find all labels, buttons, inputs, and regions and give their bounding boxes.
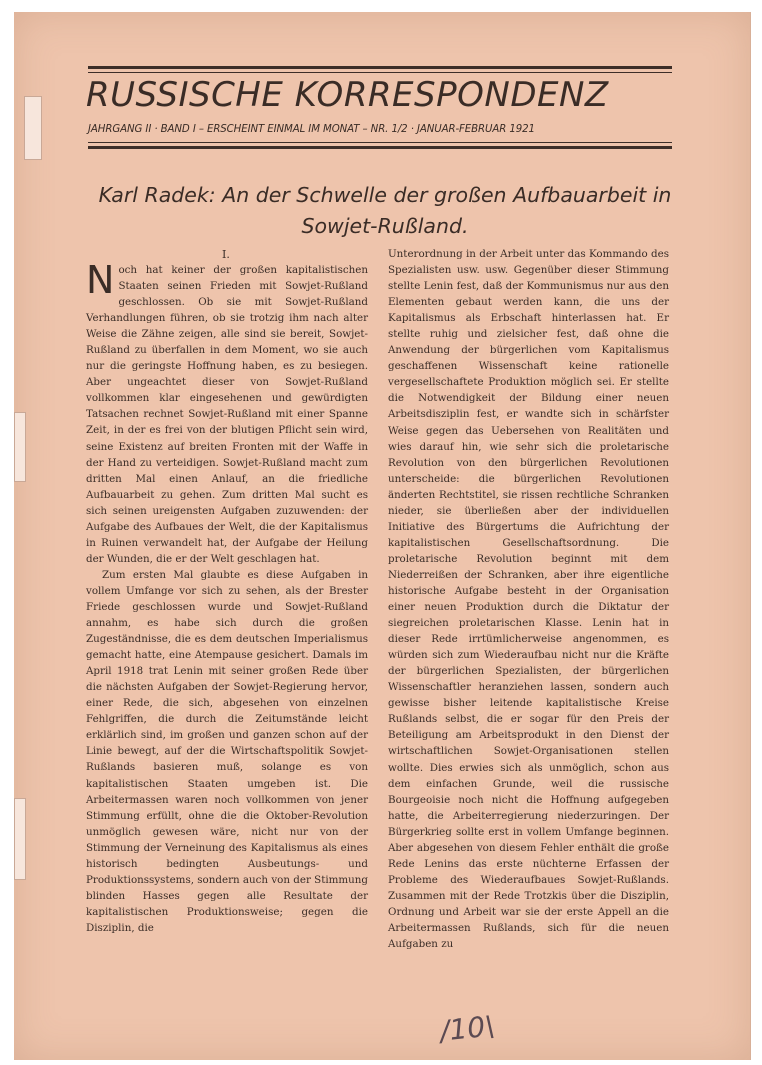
binding-clip: [14, 412, 26, 482]
left-column: [86, 258, 369, 936]
masthead-rule-bottom: [88, 146, 672, 149]
drop-cap: N: [86, 258, 115, 302]
section-number: I.: [222, 248, 230, 261]
paragraph: Zum ersten Mal glaubte es diese Aufgaben in vollem Umfange vor sich zu sehen, als der Brester Friede geschlossen wurde und Sowjet-Rußland annahm, es habe sich durch die großen Zugeständnisse, die es dem deutschen Imperialismus gemacht hatte, eine Atempause gesichert. Damals im April 1918 trat Lenin mit seiner großen Rede über die nächsten Aufgaben der Sowjet-Regierung hervor, einer Rede, die sich, abgesehen von einzelnen Fehlgriffen, die durch die Zeitumstände leicht erklärlich sind, im großen und ganzen schon auf der Linie bewegt, auf der die Wirtschaftspolitik Sowjet-Rußlands basieren muß, solange es von kapitalistischen Staaten umgeben ist. Die Arbeitermassen waren noch vollkommen von jener Stimmung erfüllt, ohne die die Oktober-Revolution unmöglich gewesen wäre, nicht nur von der Stimmung der Verneinung des Kapitalismus als eines historisch bedingten Ausbeutungs- und Produktionssystems, sondern auch von der Stimmung blinden Hasses gegen alle Resultate der kapitalistischen Produktionsweise; gegen die Disziplin, die: [86, 568, 369, 934]
masthead-rule-top-thin: [88, 72, 672, 73]
binding-clip: [14, 798, 26, 880]
masthead-title: RUSSISCHE KORRESPONDENZ: [86, 75, 609, 115]
masthead-rule-top: [88, 66, 672, 69]
article-title: [60, 180, 710, 242]
paragraph: Unterordnung in der Arbeit unter das Kommando des Spezialisten usw. usw. Gegenüber dieser Stimmung stellte Lenin fest, daß der Kommunismus nur aus den Elementen gebaut werden kann, die uns der Kapitalismus als Erbschaft hinterlassen hat. Er stellte ruhig und zielsicher fest, daß ohne die Anwendung der bürgerlichen vom Kapitalismus geschaffenen Wissenschaft keine rationelle vergesellschaftete Produktion möglich sei. Er stellte die Notwendigkeit der Bildung einer neuen Arbeitsdisziplin fest, er wandte sich in schärfster Weise gegen das Uebersehen von Realitäten und wies darauf hin, wie sehr sich die proletarische Revolution von den bürgerlichen Revolutionen unterscheide: die bürgerlichen Revolutionen änderten Rechtstitel, sie rissen rechtliche Schranken nieder, sie überließen aber der individuellen Initiative des Bürgertums die Aufrichtung der kapitalistischen Gesellschaftsordnung. Die proletarische Revolution beginnt mit dem Niederreißen der Schranken, aber ihre eigentliche historische Aufgabe besteht in der Organisation einer neuen Produktion durch die Diktatur der siegreichen proletarischen Klasse. Lenin hat in dieser Rede irrtümlicherweise angenommen, es würden sich zum Wiederaufbau nicht nur die Kräfte der bürgerlichen Spezialisten, der bürgerlichen Wissenschaftler heranziehen lassen, sondern auch gewisse bisher leitende kapitalistische Kreise Rußlands selbst, die er sogar für den Preis der Beteiligung am Arbeitsprodukt in den Dienst der wirtschaftlichen Sowjet-Organisationen stellen wollte. Dies erwies sich als unmöglich, schon aus dem einfachen Grunde, weil die russische Bourgeoisie noch nicht die Hoffnung aufgegeben hatte, die Arbeiterregierung niederzuringen. Der Bürgerkrieg sollte erst in vollem Umfange beginnen. Aber abgesehen von diesem Fehler enthält die große Rede Lenins das erste nüchterne Erfassen der Probleme des Wiederaufbaues Sowjet-Rußlands. Zusammen mit der Rede Trotzkis über die Disziplin, Ordnung und Arbeit war sie der erste Appell an die Arbeitermassen Rußlands, sich für die neuen Aufgaben zu: [388, 248, 669, 951]
masthead-rule-bottom-thin: [88, 142, 672, 143]
binding-clip: [24, 96, 42, 160]
article-title-line2: Sowjet-Rußland.: [301, 214, 469, 238]
right-column: [388, 246, 669, 952]
masthead-subline: JAHRGANG II · BAND I – ERSCHEINT EINMAL IM MONAT – NR. 1/2 · JANUAR-FEBRUAR 1921: [88, 124, 535, 135]
paragraph: [86, 258, 368, 567]
article-title-line1: Karl Radek: An der Schwelle der großen Aufbauarbeit in: [98, 183, 672, 207]
handwritten-annotation: /10\: [438, 1009, 497, 1048]
paragraph-text: och hat keiner der großen kapitalistischen Staaten seinen Frieden mit Sowjet-Rußland geschlossen. Ob sie mit Sowjet-Rußland Verhandlungen führen, ob sie trotzig ihm nach alter Weise die Zähne zeigen, alle sind sie bereit, Sowjet-Rußland zu überfallen in dem Moment, wo sie auch nur die geringste Hoffnung haben, es zu besiegen. Aber ungeachtet dieser von Sowjet-Rußland vollkommen klar eingesehenen und gewürdigten Tatsachen rechnet Sowjet-Rußland mit einer Spanne Zeit, in der es frei von der blutigen Pflicht sein wird, seine Existenz auf breiten Fronten mit der Waffe in der Hand zu verteidigen. Sowjet-Rußland macht zum dritten Mal einen Anlauf, an die friedliche Aufbauarbeit zu gehen. Zum dritten Mal sucht es sich seinen ureigensten Aufgaben zuzuwenden: der Aufgabe des Aufbaues der Welt, die der Kapitalismus in Ruinen verwandelt hat, der Aufgabe der Heilung der Wunden, die er der Welt geschlagen hat.: [86, 264, 368, 565]
